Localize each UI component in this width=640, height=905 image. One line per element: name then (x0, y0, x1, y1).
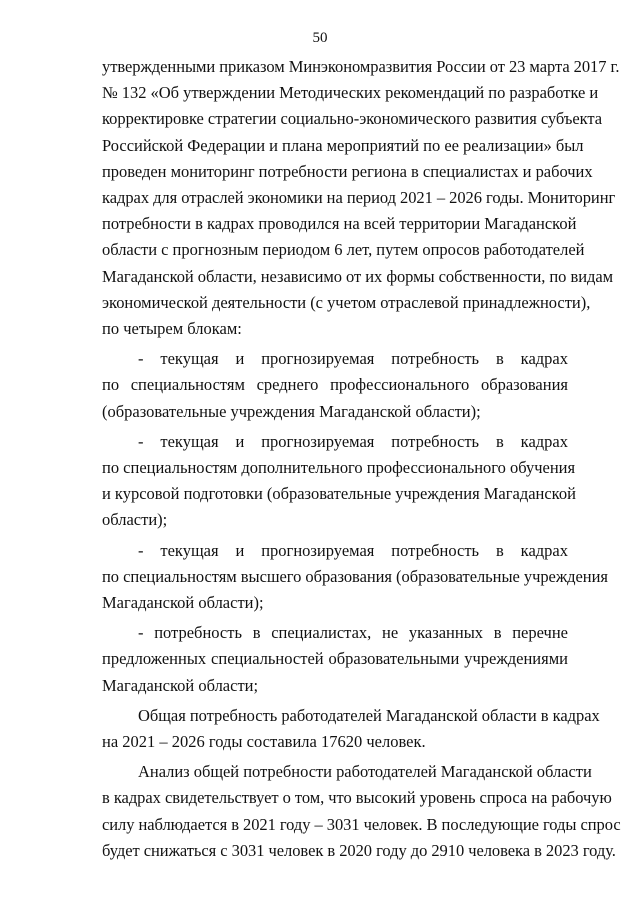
text-line: силу наблюдается в 2021 году – 3031 человек. В последующие годы спрос (102, 814, 621, 834)
text-line: по специальностям дополнительного профессионального обучения (102, 458, 576, 478)
text-line: области); (102, 510, 168, 530)
text-line: Магаданской области; (102, 675, 259, 695)
list-item-line: - текущая и прогнозируемая потребность в кадрах (138, 349, 568, 369)
text-line: потребности в кадрах проводился на всей территории Магаданской (102, 214, 577, 234)
text-line: корректировке стратегии социально-экономического развития субъекта (102, 109, 603, 129)
page-number: 50 (312, 30, 328, 46)
text-line: и курсовой подготовки (образовательные учреждения Магаданской (102, 484, 576, 504)
text-line: по специальностям высшего образования (образовательные учреждения (102, 566, 608, 586)
text-line: по специальностям среднего профессионального образования (102, 375, 568, 395)
list-item-line: - текущая и прогнозируемая потребность в кадрах (138, 540, 568, 560)
document-body (102, 54, 621, 864)
text-line: в кадрах свидетельствует о том, что высокий уровень спроса на рабочую (102, 788, 612, 808)
text-line: утвержденными приказом Минэкономразвития России от 23 марта 2017 г. (102, 57, 620, 76)
text-line: экономической деятельности (с учетом отраслевой принадлежности), (102, 292, 591, 312)
text-line: Магаданской области, независимо от их формы собственности, по видам (102, 266, 614, 286)
text-line: № 132 «Об утверждении Методических рекомендаций по разработке и (102, 83, 599, 103)
text-line: (образовательные учреждения Магаданской области); (102, 401, 481, 421)
text-line: кадрах для отраслей экономики на период 2021 – 2026 годы. Мониторинг (102, 188, 616, 208)
paragraph-line: Анализ общей потребности работодателей Магаданской области (138, 762, 592, 782)
text-line: по четырем блокам: (102, 319, 242, 339)
text-line: области с прогнозным периодом 6 лет, путем опросов работодателей (102, 240, 585, 260)
text-line: будет снижаться с 3031 человек в 2020 году до 2910 человека в 2023 году. (102, 840, 616, 860)
list-item-line: - текущая и прогнозируемая потребность в кадрах (138, 431, 568, 451)
list-item-line: - потребность в специалистах, не указанных в перечне (138, 623, 568, 643)
text-line: Российской Федерации и плана мероприятий по ее реализации» был (102, 135, 584, 155)
text-line: Магаданской области); (102, 593, 264, 613)
text-line: проведен мониторинг потребности региона в специалистах и рабочих (102, 161, 593, 181)
text-line: на 2021 – 2026 годы составила 17620 человек. (102, 732, 426, 752)
paragraph-line: Общая потребность работодателей Магаданской области в кадрах (138, 705, 600, 725)
text-line: предложенных специальностей образовательными учреждениями (102, 649, 568, 669)
